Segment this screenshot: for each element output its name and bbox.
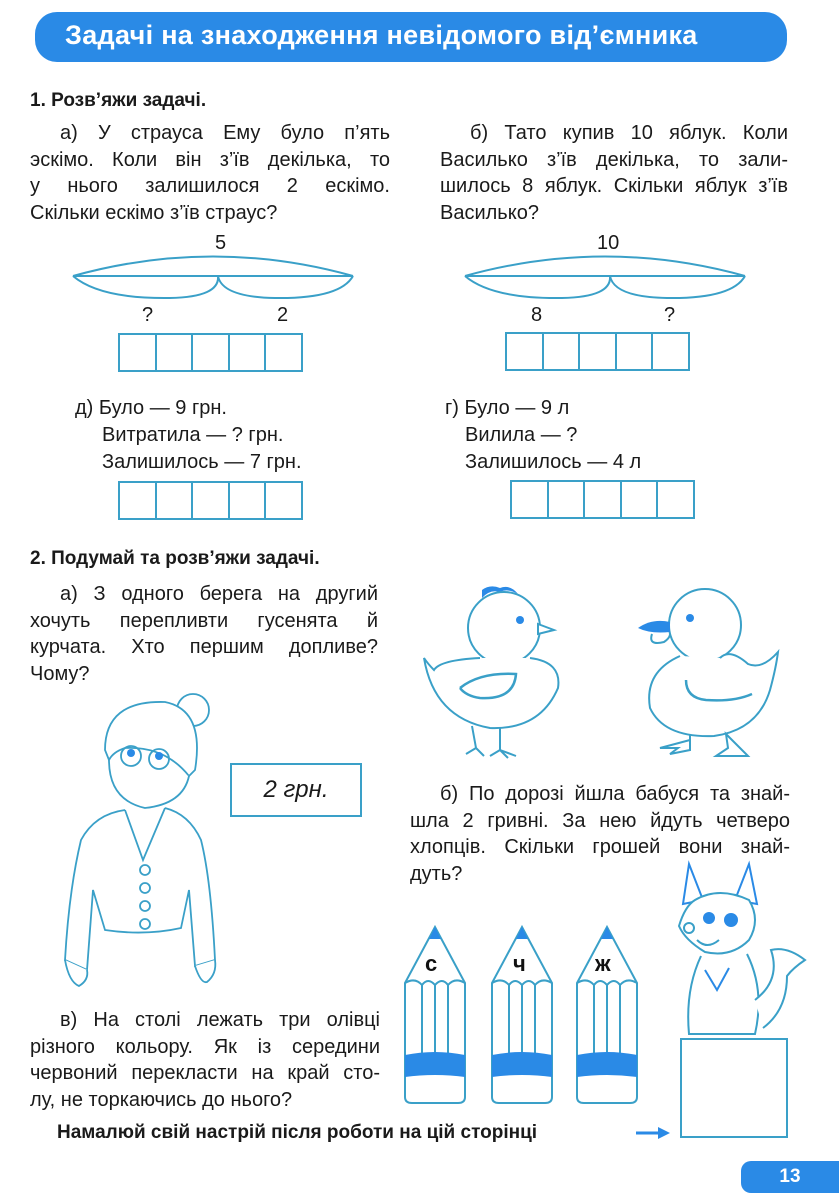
arrow-right-icon — [636, 1126, 672, 1140]
pencil-1[interactable] — [400, 925, 490, 1105]
text-line: а) У страуса Ему було п’ять — [60, 122, 390, 144]
text-line: у нього залишилося 2 ескімо. — [30, 175, 390, 197]
pencil-2[interactable] — [487, 925, 577, 1105]
text-line: хочуть перепливти гусенята й — [30, 609, 378, 632]
text-line: хлопців. Скільки грошей вони знай- — [410, 836, 790, 858]
chick-icon — [420, 580, 560, 760]
text-line: д) Було — 9 грн. — [75, 397, 227, 419]
answer-cell[interactable] — [580, 334, 617, 369]
fox-icon — [675, 860, 815, 1040]
text-line: шилось 8 яблук. Скільки яблук з’їв — [440, 175, 788, 197]
answer-cells-1a[interactable] — [118, 333, 303, 372]
text-line: Витратила — ? грн. — [102, 424, 284, 446]
pencil-3[interactable] — [572, 925, 662, 1105]
task1-b-text — [440, 120, 788, 226]
answer-cell[interactable] — [544, 334, 581, 369]
text-line: Скільки ескімо з’їв страус? — [30, 201, 278, 224]
answer-cell[interactable] — [512, 482, 549, 517]
text-line: Залишилось — 7 грн. — [102, 451, 302, 473]
diagram-left-label: ? — [142, 304, 154, 326]
task2-v-text — [30, 1007, 380, 1113]
text-line: шла 2 гривні. За нею йдуть четверо — [410, 809, 790, 832]
answer-cell[interactable] — [617, 334, 654, 369]
text-line: дуть? — [410, 862, 463, 885]
answer-cells-1b[interactable] — [505, 332, 690, 371]
mood-drawing-box[interactable] — [680, 1038, 788, 1138]
answer-cell[interactable] — [622, 482, 659, 517]
page-title: Задачі на знаходження невідомого від’ємника — [65, 20, 698, 50]
answer-cell[interactable] — [193, 335, 230, 370]
price-tag: 2 грн. — [230, 763, 362, 817]
task1-g-text — [445, 395, 641, 476]
text-line: лу, не торкаючись до нього? — [30, 1088, 293, 1111]
pencil-letter: ж — [595, 951, 611, 976]
answer-cell[interactable] — [193, 483, 230, 518]
answer-cell[interactable] — [585, 482, 622, 517]
answer-cell[interactable] — [266, 335, 301, 370]
text-line: б) Тато купив 10 яблук. Коли — [470, 122, 788, 144]
text-line: г) Було — 9 л — [445, 397, 570, 419]
diagram-total-label: 5 — [215, 232, 227, 254]
pencil-letter: ч — [513, 951, 526, 976]
pencil-icon — [572, 925, 662, 1105]
text-line: Василько? — [440, 201, 539, 224]
answer-cell[interactable] — [507, 334, 544, 369]
answer-cell[interactable] — [157, 483, 194, 518]
grandmother-icon — [65, 690, 225, 990]
answer-cells-1g[interactable] — [510, 480, 695, 519]
answer-cells-1d[interactable] — [118, 481, 303, 520]
text-line: в) На столі лежать три олівці — [60, 1009, 380, 1031]
diagram-total-label: 10 — [597, 232, 620, 254]
text-line: а) З одного берега на другий — [60, 583, 378, 605]
text-line: Залишилось — 4 л — [465, 451, 642, 473]
task1-a-text — [30, 120, 390, 226]
text-line: б) По дорозі йшла бабуся та знай- — [440, 783, 790, 805]
text-line: Вилила — ? — [465, 424, 578, 446]
duckling-icon — [630, 580, 780, 760]
answer-cell[interactable] — [658, 482, 693, 517]
answer-cell[interactable] — [653, 334, 688, 369]
text-line: Чому? — [30, 662, 90, 685]
pencil-icon — [487, 925, 577, 1105]
page-number: 13 — [741, 1161, 839, 1193]
pencil-icon — [400, 925, 490, 1105]
answer-cell[interactable] — [120, 483, 157, 518]
mood-prompt: Намалюй свій настрій після роботи на цій сторінці — [57, 1122, 538, 1143]
answer-cell[interactable] — [230, 483, 267, 518]
answer-cell[interactable] — [230, 335, 267, 370]
task1-heading: 1. Розв’яжи задачі. — [30, 90, 207, 111]
text-line: червоний перекласти на край сто- — [30, 1062, 380, 1084]
text-line: курчата. Хто першим допливе? — [30, 636, 378, 658]
task2-a-text — [30, 581, 378, 687]
diagram-right-label: ? — [664, 304, 676, 326]
answer-cell[interactable] — [549, 482, 586, 517]
pencil-letter: с — [425, 951, 438, 976]
segment-diagram-icon — [462, 255, 747, 305]
answer-cell[interactable] — [157, 335, 194, 370]
diagram-left-label: 8 — [531, 304, 543, 326]
diagram-right-label: 2 — [277, 304, 289, 326]
task1-d-text — [75, 395, 302, 476]
text-line: різного кольору. Як із середини — [30, 1035, 380, 1058]
text-line: эскімо. Коли він з’їв декілька, то — [30, 148, 390, 171]
answer-cell[interactable] — [266, 483, 301, 518]
segment-diagram-icon — [70, 255, 355, 305]
answer-cell[interactable] — [120, 335, 157, 370]
text-line: Василько з’їв декілька, то зали- — [440, 148, 788, 171]
task2-heading: 2. Подумай та розв’яжи задачі. — [30, 548, 320, 569]
